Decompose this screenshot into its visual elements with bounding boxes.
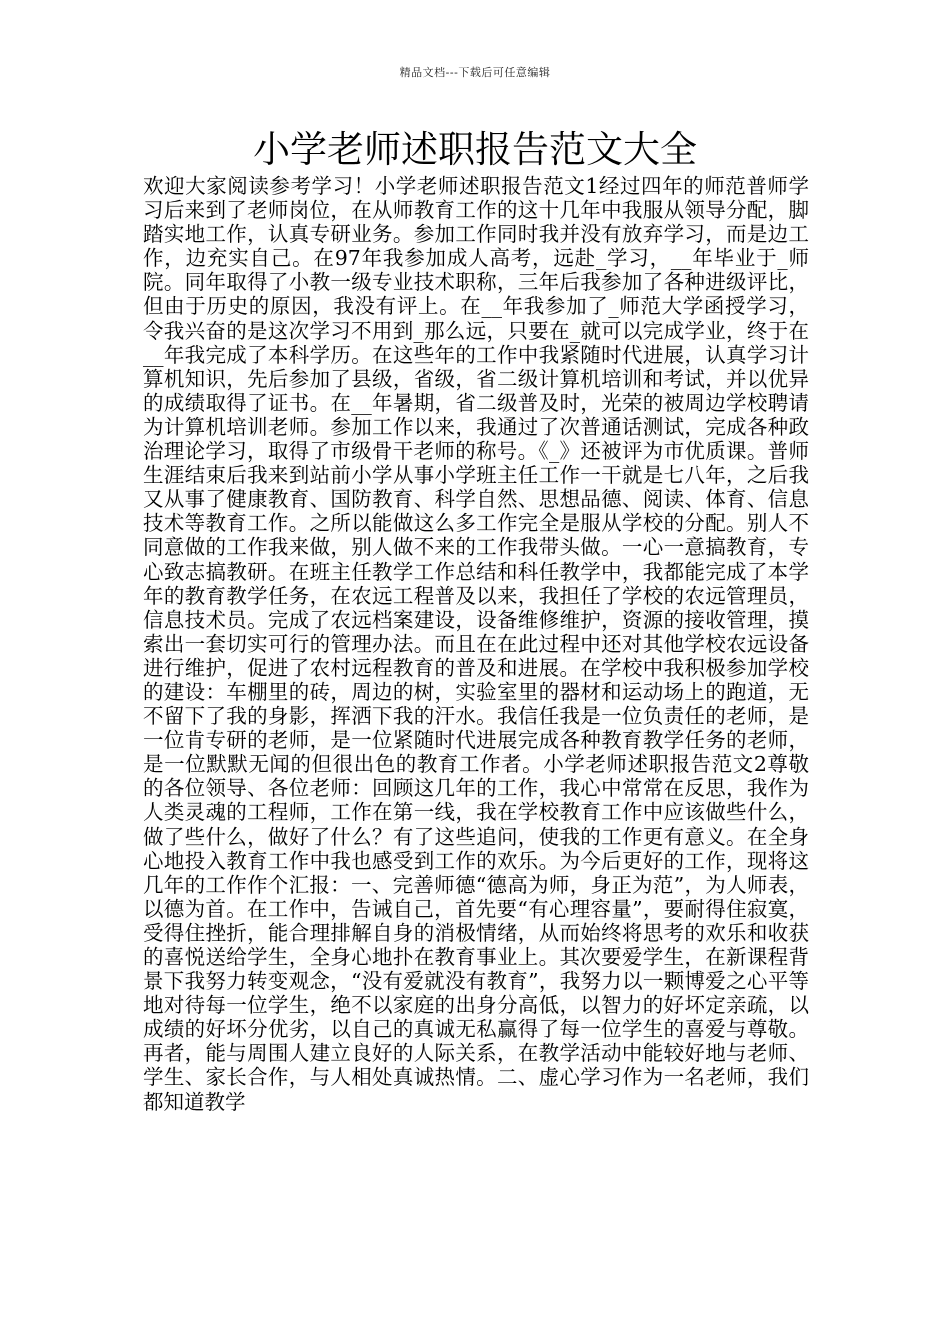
body-paragraph: 欢迎大家阅读参考学习！小学老师述职报告范文1经过四年的师范普师学习后来到了老师岗位，在从师教育工作的这十几年中我服从领导分配，脚踏实地工作，认真专研业务。参加工作同时我并没有放弃学习，而是边工作，边充实自己。在97年我参加成人高考，远赴_学习，__年毕业于_师院。同年取得了小教一级专业技术职称，三年后我参加了各种进级评比，但由于历史的原因，我没有评上。在__年我参加了_师范大学函授学习，令我兴奋的是这次学习不用到_那么远，只要在_就可以完成学业，终于在__年我完成了本科学历。在这些年的工作中我紧随时代进展，认真学习计算机知识，先后参加了县级，省级，省二级计算机培训和考试，并以优异的成绩取得了证书。在__年暑期，省二级普及时，光荣的被周边学校聘请为计算机培训老师。参加工作以来，我通过了次普通话测试，完成各种政治理论学习，取得了市级骨干老师的称号。《_》还被评为市优质课。普师生涯结束后我来到站前小学从事小学班主任工作一干就是七八年，之后我又从事了健康教育、国防教育、科学自然、思想品德、阅读、体育、信息技术等教育工作。之所以能做这么多工作完全是服从学校的分配。别人不同意做的工作我来做，别人做不来的工作我带头做。一心一意搞教育，专心致志搞教研。在班主任教学工作总结和科任教学中，我都能完成了本学年的教育教学任务，在农远工程普及以来，我担任了学校的农远管理员，信息技术员。完成了农远档案建设，设备维修维护，资源的接收管理，摸索出一套切实可行的管理办法。而且在在此过程中还对其他学校农远设备进行维护，促进了农村远程教育的普及和进展。在学校中我积极参加学校的建设：车棚里的砖，周边的树，实验室里的器材和运动场上的跑道，无不留下了我的身影，挥洒下我的汗水。我信任我是一位负责任的老师，是一位肯专研的老师，是一位紧随时代进展完成各种教育教学任务的老师，是一位默默无闻的但很出色的教育工作者。小学老师述职报告范文2尊敬的各位领导、各位老师：回顾这几年的工作，我心中常常在反思，我作为人类灵魂的工程师，工作在第一线，我在学校教育工作中应该做些什么，做了些什么，做好了什么？有了这些追问，使我的工作更有意义。在全身心地投入教育工作中我也感受到工作的欢乐。为今后更好的工作，现将这几年的工作作个汇报：一、完善师德“德高为师，身正为范”，为人师表，以德为首。在工作中，告诫自己，首先要“有心理容量”，要耐得住寂寞，受得住挫折，能合理排解自身的消极情绪，从而始终将思考的欢乐和收获的喜悦送给学生，全身心地扑在教育事业上。其次要爱学生，在新课程背景下我努力转变观念，“没有爱就没有教育”，我努力以一颗博爱之心平等地对待每一位学生，绝不以家庭的出身分高低，以智力的好坏定亲疏，以成绩的好坏分优劣，以自己的真诚无私赢得了每一位学生的喜爱与尊敬。再者，能与周围人建立良好的人际关系，在教学活动中能较好地与老师、学生、家长合作，与人相处真诚热情。二、虚心学习作为一名老师，我们都知道教学 — [143, 174, 809, 1114]
header-note: 精品文档---下载后可任意编辑 — [399, 66, 551, 79]
document-title: 小学老师述职报告范文大全 — [253, 128, 697, 171]
